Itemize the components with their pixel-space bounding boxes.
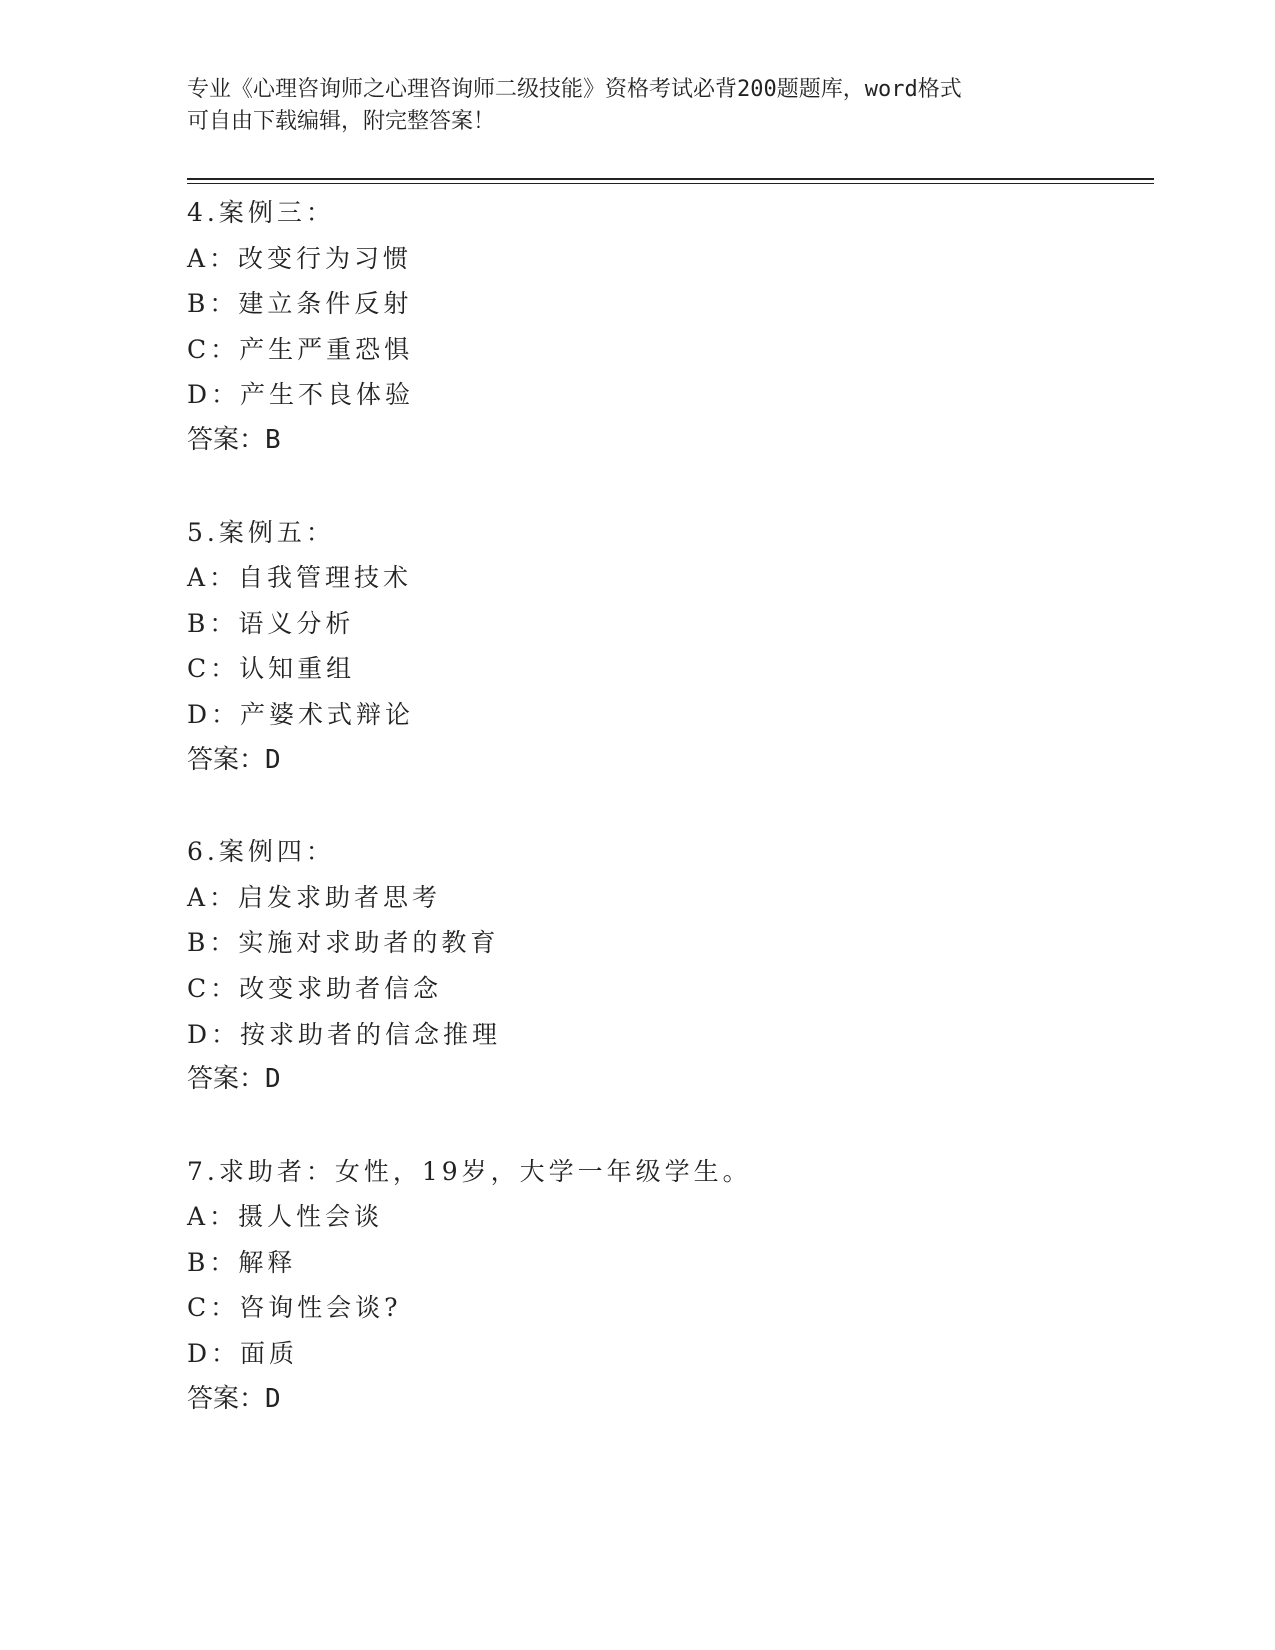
option-c: C：改变求助者信念 [187,973,443,1003]
option-d: D：产婆术式辩论 [187,699,415,729]
answer-line: 答案：B [187,424,281,455]
question-item [187,1149,1147,1423]
answer-line: 答案：D [187,744,281,775]
question-stem: 5.案例五： [187,517,335,547]
option-a: A：摄人性会谈 [187,1202,384,1232]
answer-line: 答案：D [187,1383,281,1414]
option-a: A：启发求助者思考 [187,882,442,912]
question-item [187,190,1147,464]
question-item [187,510,1147,784]
option-c: C：咨询性会谈? [187,1293,402,1323]
question-stem: 6.案例四： [187,837,335,867]
option-b: B：语义分析 [187,608,355,638]
header-line-2: 可自由下载编辑，附完整答案！ [187,109,496,134]
question-stem: 4.案例三： [187,198,335,227]
option-b: B：建立条件反射 [187,289,413,319]
option-d: D：面质 [187,1339,299,1369]
option-d: D：产生不良体验 [187,380,415,410]
option-a: A：改变行为习惯 [187,243,413,273]
question-list [187,190,1147,1422]
header-line-1: 专业《心理咨询师之心理咨询师二级技能》资格考试必背200题题库，word格式 [187,77,962,102]
option-b: B：实施对求助者的教育 [187,928,500,958]
option-b: B：解释 [187,1247,297,1277]
option-c: C：产生严重恐惧 [187,334,414,364]
option-a: A：自我管理技术 [187,563,413,593]
document-header [187,74,1087,138]
question-item [187,829,1147,1103]
question-stem: 7.求助者：女性，19岁，大学一年级学生。 [187,1156,752,1186]
answer-line: 答案：D [187,1064,281,1095]
option-d: D：按求助者的信念推理 [187,1019,502,1049]
header-divider [187,178,1154,184]
option-c: C：认知重组 [187,654,356,684]
